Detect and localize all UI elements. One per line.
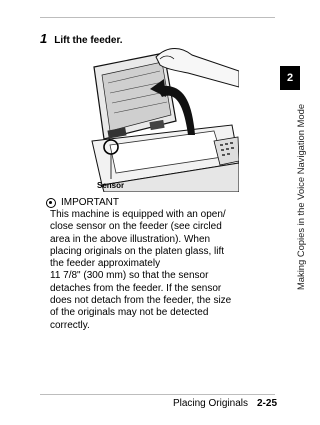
step-heading [40,31,123,46]
important-icon [46,198,56,208]
feeder-illustration [64,45,239,192]
top-rule [40,17,275,18]
important-note [46,197,246,332]
footer-section: Placing Originals [172,398,248,409]
sensor-label: Sensor [97,181,125,190]
step-title: Lift the feeder. [54,35,123,46]
chapter-tab: 2 [280,66,300,90]
important-body: This machine is equipped with an open/ close sensor on the feeder (see circled area in the above illustration). When placing originals on the platen glass, lift the feeder approximately 11 7/8" (300 mm) so that the sensor detaches from the feeder. If the sensor does not detach from the feeder, the size of the originals may not be detected correctly. [50,209,232,331]
page-footer [173,398,277,409]
chapter-title [284,100,306,290]
step-number: 1 [40,31,48,46]
chapter-title-text: Making Copies in the Voice Navigation Mode [295,103,306,290]
bottom-rule [40,394,275,395]
page-number: 2-25 [256,398,277,409]
important-heading: IMPORTANT [61,197,119,208]
